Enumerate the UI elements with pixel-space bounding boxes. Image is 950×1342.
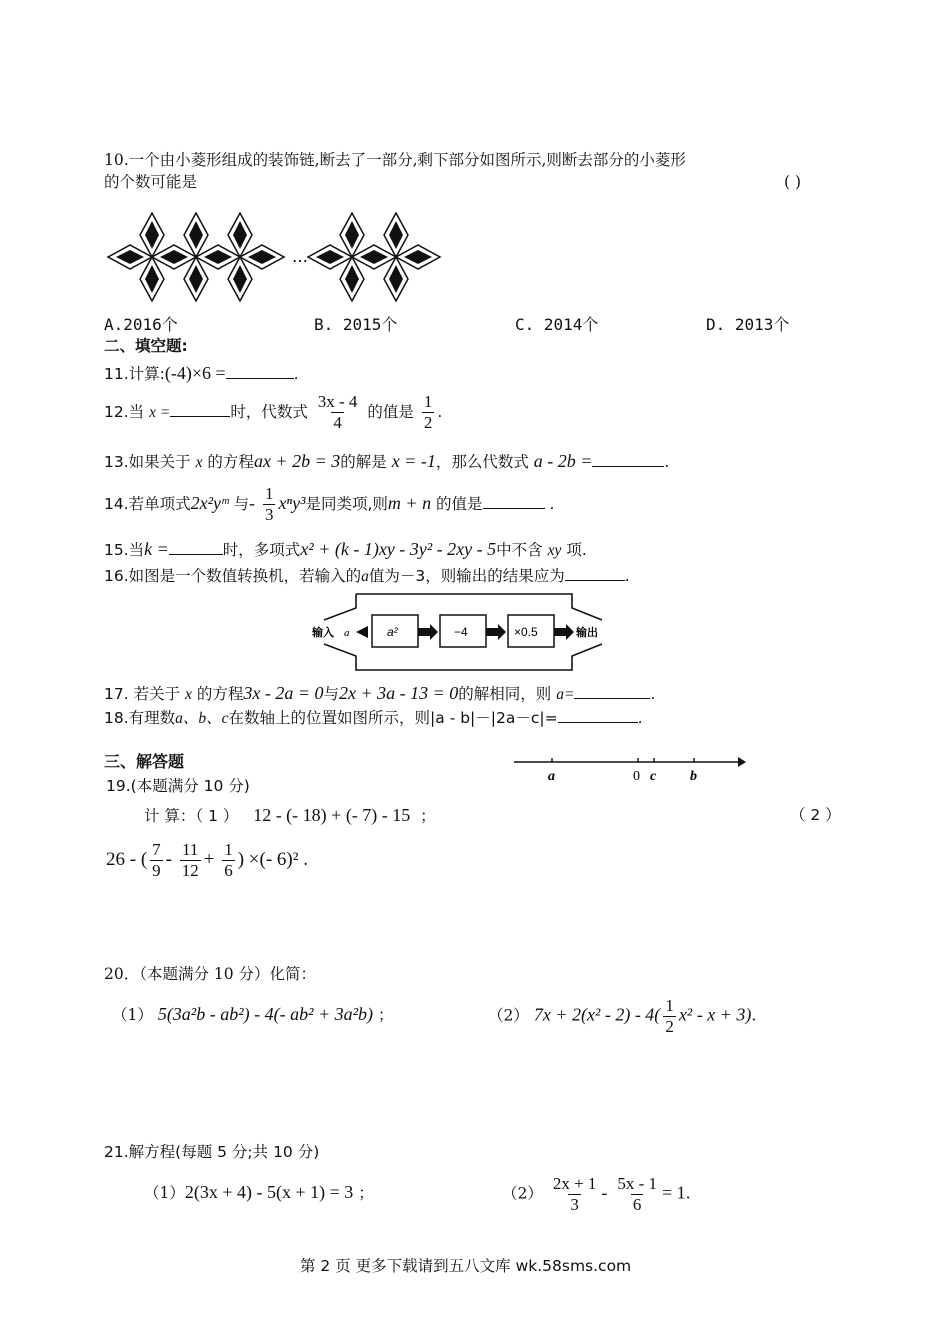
q21-part2: （2） $\frac{2x + 1}{3}$ - $\frac{5x - 1}{6}$ = 1. [502,1174,691,1214]
conversion-machine-figure [310,588,616,676]
diamond-group-right [308,213,440,301]
diamond-chain-figure [104,212,444,302]
q19-part2-label: （ 2 ） [790,806,841,824]
q10-option-c: C. 2014个 [515,315,599,334]
q12-fraction: $\frac{3x - 4}{4}$ [317,392,358,432]
chain-ellipsis: … [292,247,308,266]
svg-text:输入: 输入 [312,626,334,639]
numberline-label-b: b [690,769,697,784]
svg-text:−4: −4 [454,625,468,639]
q19-part1: 计 算：（ 1 ） 12 - (- 18) + (- 7) - 15 ； [144,805,436,825]
q13: 13.如果关于 x 的方程ax + 2b = 3的解是 x = -1，那么代数式 a - 2b = . [104,451,670,471]
q11: 11.计算:(-4)×6 = . [104,363,299,383]
q10-line1: 10.一个由小菱形组成的装饰链,断去了一部分,剩下部分如图所示,则断去部分的小菱形 [104,151,686,169]
number-line-figure [512,750,748,784]
q10-option-d: D. 2013个 [706,315,790,334]
section-fill-in-heading: 二、填空题: [104,337,188,355]
q15: 15.当k = 时，多项式x² + (k - 1)xy - 3y² - 2xy - 5中不含 xy 项. [104,539,587,559]
q12: 12.当 x = 时，代数式 $\frac{3x - 4}{4}$ 的值是 $\frac{1}{2}$ . [104,392,443,432]
svg-text:输出: 输出 [576,626,598,639]
q18: 18.有理数a、b、c在数轴上的位置如图所示，则|a - b|－|2a－c|= . [104,706,643,729]
q14: 14.若单项式2x²yᵐ 与- $\frac{1}{3}$ xⁿy³是同类项,则m + n 的值是 . [104,484,555,524]
numberline-label-zero: 0 [633,769,640,784]
q19-title: 19.(本题满分 10 分) [106,777,250,795]
q10-line2: 的个数可能是 [104,173,198,191]
numberline-label-a: a [548,769,555,784]
numberline-label-c: c [650,769,657,784]
q16: 16.如图是一个数值转换机，若输入的a值为－3，则输出的结果应为 . [104,564,630,587]
q10-answer-paren: ( ) [784,173,802,191]
q20-title: 20．（本题满分 10 分）化简： [104,965,317,983]
q10-option-b: B. 2015个 [314,315,398,334]
svg-text:×0.5: ×0.5 [514,625,538,639]
svg-text:a: a [344,627,350,639]
q20-part1: （1） 5(3a²b - ab²) - 4(- ab² + 3a²b) ； [112,1004,394,1024]
section-solve-heading: 三、解答题 [104,752,185,771]
q19-part2-expr: 26 - ( $\frac{7}{9}$ - $\frac{11}{12}$ + $\frac{1}{6}$ ) ×(- 6)² . [106,840,308,880]
diamond-group-left [108,213,284,301]
q21-part1: （1）2(3x + 4) - 5(x + 1) = 3 ； [144,1182,374,1202]
page-footer: 第 2 页 更多下载请到五八文库 wk.58sms.com [300,1257,632,1275]
q21-title: 21.解方程(每题 5 分;共 10 分) [104,1143,320,1161]
svg-text:a²: a² [387,625,398,639]
q10-option-a: A.2016个 [104,315,178,334]
q17: 17. 若关于 x 的方程3x - 2a = 0与2x + 3a - 13 = 0的解相同，则 a= . [104,683,656,703]
q20-part2: （2） 7x + 2(x² - 2) - 4( $\frac{1}{2}$ x² - x + 3). [488,996,757,1036]
